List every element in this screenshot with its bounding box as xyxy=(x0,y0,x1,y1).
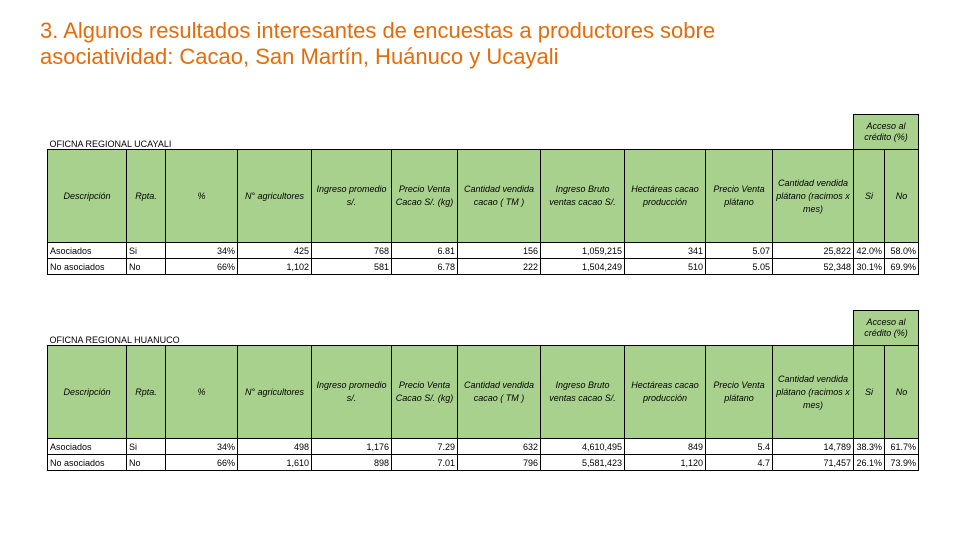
col-header-no: No xyxy=(885,346,919,439)
cell-hectareas: 341 xyxy=(625,243,706,259)
col-header-hectareas: Hectáreas cacao producción xyxy=(625,346,706,439)
table-row xyxy=(48,455,919,471)
col-header-cantidad-cacao: Cantidad vendida cacao ( TM ) xyxy=(458,150,541,243)
table-row xyxy=(48,439,919,455)
column-header-row xyxy=(48,346,919,439)
cell-credito-no: 58.0% xyxy=(885,243,919,259)
cell-cantidad-platano: 52,348 xyxy=(773,259,854,275)
cell-precio-platano: 5.07 xyxy=(706,243,773,259)
cell-percent: 66% xyxy=(166,455,238,471)
cell-ingreso-bruto: 4,610,495 xyxy=(541,439,625,455)
cell-rpta: No xyxy=(127,455,166,471)
cell-credito-no: 69.9% xyxy=(885,259,919,275)
col-header-cantidad-platano: Cantidad vendida plátano (racimos x mes) xyxy=(773,346,854,439)
cell-ingreso-bruto: 1,504,249 xyxy=(541,259,625,275)
cell-credito-si: 26.1% xyxy=(854,455,885,471)
cell-percent: 34% xyxy=(166,243,238,259)
slide-title-line-2: asociatividad: Cacao, San Martín, Huánuco y Ucayali xyxy=(40,44,559,69)
cell-credito-no: 73.9% xyxy=(885,455,919,471)
cell-descripcion: Asociados xyxy=(48,439,127,455)
col-header-no: No xyxy=(885,150,919,243)
cell-num-agricultores: 1,102 xyxy=(238,259,312,275)
cell-num-agricultores: 425 xyxy=(238,243,312,259)
col-header-si: Si xyxy=(854,346,885,439)
cell-precio-platano: 5.4 xyxy=(706,439,773,455)
col-header-ingreso-promedio: Ingreso promedio s/. xyxy=(312,346,392,439)
slide-title-line-1: 3. Algunos resultados interesantes de encuestas a productores sobre xyxy=(40,18,716,43)
col-header-ingreso-bruto: Ingreso Bruto ventas cacao S/. xyxy=(541,150,625,243)
region-title: OFICNA REGIONAL HUANUCO xyxy=(49,335,180,345)
cell-credito-si: 30.1% xyxy=(854,259,885,275)
cell-ingreso-bruto: 5,581,423 xyxy=(541,455,625,471)
huanuco-table xyxy=(47,310,919,471)
cell-credito-si: 38.3% xyxy=(854,439,885,455)
cell-precio-cacao: 7.01 xyxy=(392,455,458,471)
ucayali-table xyxy=(47,114,919,275)
col-header-cantidad-cacao: Cantidad vendida cacao ( TM ) xyxy=(458,346,541,439)
cell-descripcion: Asociados xyxy=(48,243,127,259)
cell-cantidad-platano: 71,457 xyxy=(773,455,854,471)
col-header-precio-cacao: Precio Venta Cacao S/. (kg) xyxy=(392,346,458,439)
table-row xyxy=(48,259,919,275)
cell-precio-cacao: 6.81 xyxy=(392,243,458,259)
col-header-precio-platano: Precio Venta plátano xyxy=(706,150,773,243)
slide-title xyxy=(40,18,920,70)
credit-access-header: Acceso al crédito (%) xyxy=(854,311,919,346)
cell-cantidad-cacao: 796 xyxy=(458,455,541,471)
cell-cantidad-cacao: 156 xyxy=(458,243,541,259)
cell-rpta: Si xyxy=(127,243,166,259)
cell-cantidad-platano: 14,789 xyxy=(773,439,854,455)
cell-precio-cacao: 7.29 xyxy=(392,439,458,455)
col-header-descripcion: Descripción xyxy=(48,150,127,243)
col-header-percent: % xyxy=(166,346,238,439)
col-header-num-agricultores: N° agricultores xyxy=(238,150,312,243)
column-header-row xyxy=(48,150,919,243)
cell-hectareas: 849 xyxy=(625,439,706,455)
col-header-ingreso-bruto: Ingreso Bruto ventas cacao S/. xyxy=(541,346,625,439)
col-header-rpta: Rpta. xyxy=(127,346,166,439)
col-header-percent: % xyxy=(166,150,238,243)
col-header-cantidad-platano: Cantidad vendida plátano (racimos x mes) xyxy=(773,150,854,243)
col-header-precio-cacao: Precio Venta Cacao S/. (kg) xyxy=(392,150,458,243)
cell-credito-si: 42.0% xyxy=(854,243,885,259)
col-header-rpta: Rpta. xyxy=(127,150,166,243)
cell-descripcion: No asociados xyxy=(48,259,127,275)
cell-descripcion: No asociados xyxy=(48,455,127,471)
cell-percent: 66% xyxy=(166,259,238,275)
cell-rpta: Si xyxy=(127,439,166,455)
cell-num-agricultores: 498 xyxy=(238,439,312,455)
col-header-si: Si xyxy=(854,150,885,243)
cell-ingreso-bruto: 1,059,215 xyxy=(541,243,625,259)
cell-cantidad-platano: 25,822 xyxy=(773,243,854,259)
cell-precio-platano: 5.05 xyxy=(706,259,773,275)
col-header-precio-platano: Precio Venta plátano xyxy=(706,346,773,439)
cell-credito-no: 61.7% xyxy=(885,439,919,455)
cell-ingreso-promedio: 1,176 xyxy=(312,439,392,455)
col-header-descripcion: Descripción xyxy=(48,346,127,439)
cell-hectareas: 510 xyxy=(625,259,706,275)
table-row xyxy=(48,243,919,259)
cell-percent: 34% xyxy=(166,439,238,455)
cell-hectareas: 1,120 xyxy=(625,455,706,471)
cell-cantidad-cacao: 222 xyxy=(458,259,541,275)
cell-ingreso-promedio: 581 xyxy=(312,259,392,275)
col-header-ingreso-promedio: Ingreso promedio s/. xyxy=(312,150,392,243)
cell-rpta: No xyxy=(127,259,166,275)
cell-cantidad-cacao: 632 xyxy=(458,439,541,455)
cell-ingreso-promedio: 898 xyxy=(312,455,392,471)
cell-ingreso-promedio: 768 xyxy=(312,243,392,259)
cell-precio-platano: 4.7 xyxy=(706,455,773,471)
col-header-hectareas: Hectáreas cacao producción xyxy=(625,150,706,243)
cell-precio-cacao: 6.78 xyxy=(392,259,458,275)
region-title: OFICNA REGIONAL UCAYALI xyxy=(49,139,172,149)
col-header-num-agricultores: N° agricultores xyxy=(238,346,312,439)
cell-num-agricultores: 1,610 xyxy=(238,455,312,471)
credit-access-header: Acceso al crédito (%) xyxy=(854,115,919,150)
